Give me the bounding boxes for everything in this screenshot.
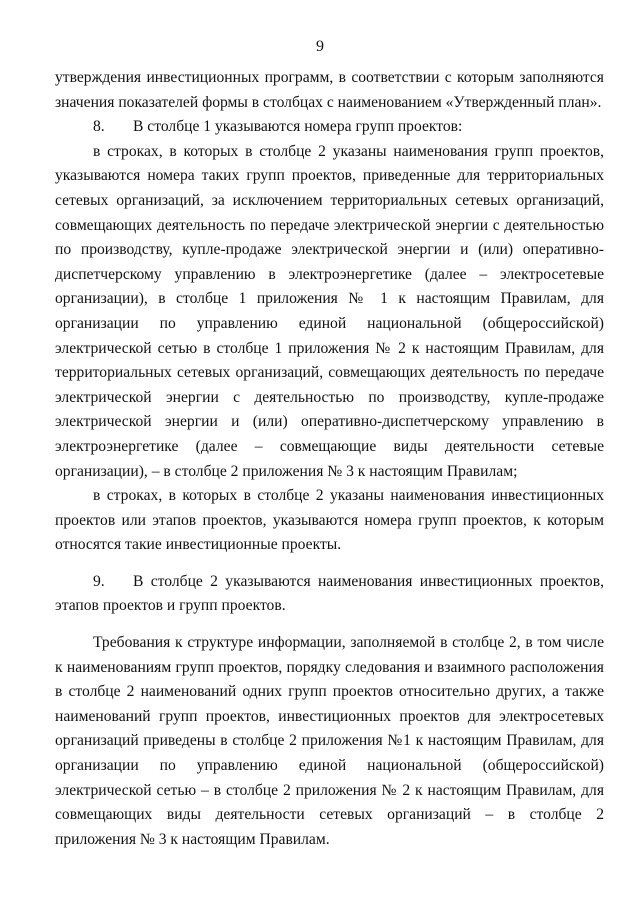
paragraph-project-rows: в строках, в которых в столбце 2 указаны наименования инвестиционных проектов или этапов проектов, указываются номера групп проектов, к которым относятся такие инвестиционные проекты. [55, 487, 604, 554]
paragraph-item-9 [55, 570, 604, 619]
item-number-9: 9. [93, 572, 105, 590]
body-text [55, 66, 604, 852]
paragraph-item-8 [55, 115, 604, 140]
item-8-text: В столбце 1 указываются номера групп проектов: [133, 118, 463, 136]
item-number-8: 8. [93, 118, 105, 136]
paragraph-group-rows: в строках, в которых в столбце 2 указаны наименования групп проектов, указываются номера таких групп проектов, приведенные для территориальных сетевых организаций, за исключением территориальных сетевых организаций, совмещающих деятельность по передаче электрической энергии с деятельностью по производству, купле-продаже электрической энергии и (или) оперативно-диспетчерскому управлению в электроэнергетике (далее – электросетевые организации), в столбце 1 приложения № 1 к настоящим Правилам, для организации по управлению единой национальной (общероссийской) электрической сетью в столбце 1 приложения № 2 к настоящим Правилам, для территориальных сетевых организаций, совмещающих деятельность по передаче электрической энергии с деятельностью по производству, купле-продаже электрической энергии и (или) оперативно-диспетчерскому управлению в электроэнергетике (далее – совмещающие виды деятельности сетевые организации), – в столбце 2 приложения № 3 к настоящим Правилам; [55, 142, 604, 480]
item-9-text: В столбце 2 указываются наименования инвестиционных проектов, этапов проектов и групп проектов. [55, 572, 604, 615]
paragraph-requirements: Требования к структуре информации, заполняемой в столбце 2, в том числе к наименованиям групп проектов, порядку следования и взаимного расположения в столбце 2 наименований одних групп проектов относительно других, а также наименований групп проектов, инвестиционных проектов для электросетевых организаций приведены в столбце 2 приложения №1 к настоящим Правилам, для организации по управлению единой национальной (общероссийской) электрической сетью – в столбце 2 приложения № 2 к настоящим Правилам, для совмещающих виды деятельности сетевых организаций – в столбце 2 приложения № 3 к настоящим Правилам. [55, 634, 604, 848]
page-number: 9 [316, 38, 324, 55]
paragraph-continuation: утверждения инвестиционных программ, в соответствии с которым заполняются значения показателей формы в столбцах с наименованием «Утвержденный план». [55, 69, 604, 111]
